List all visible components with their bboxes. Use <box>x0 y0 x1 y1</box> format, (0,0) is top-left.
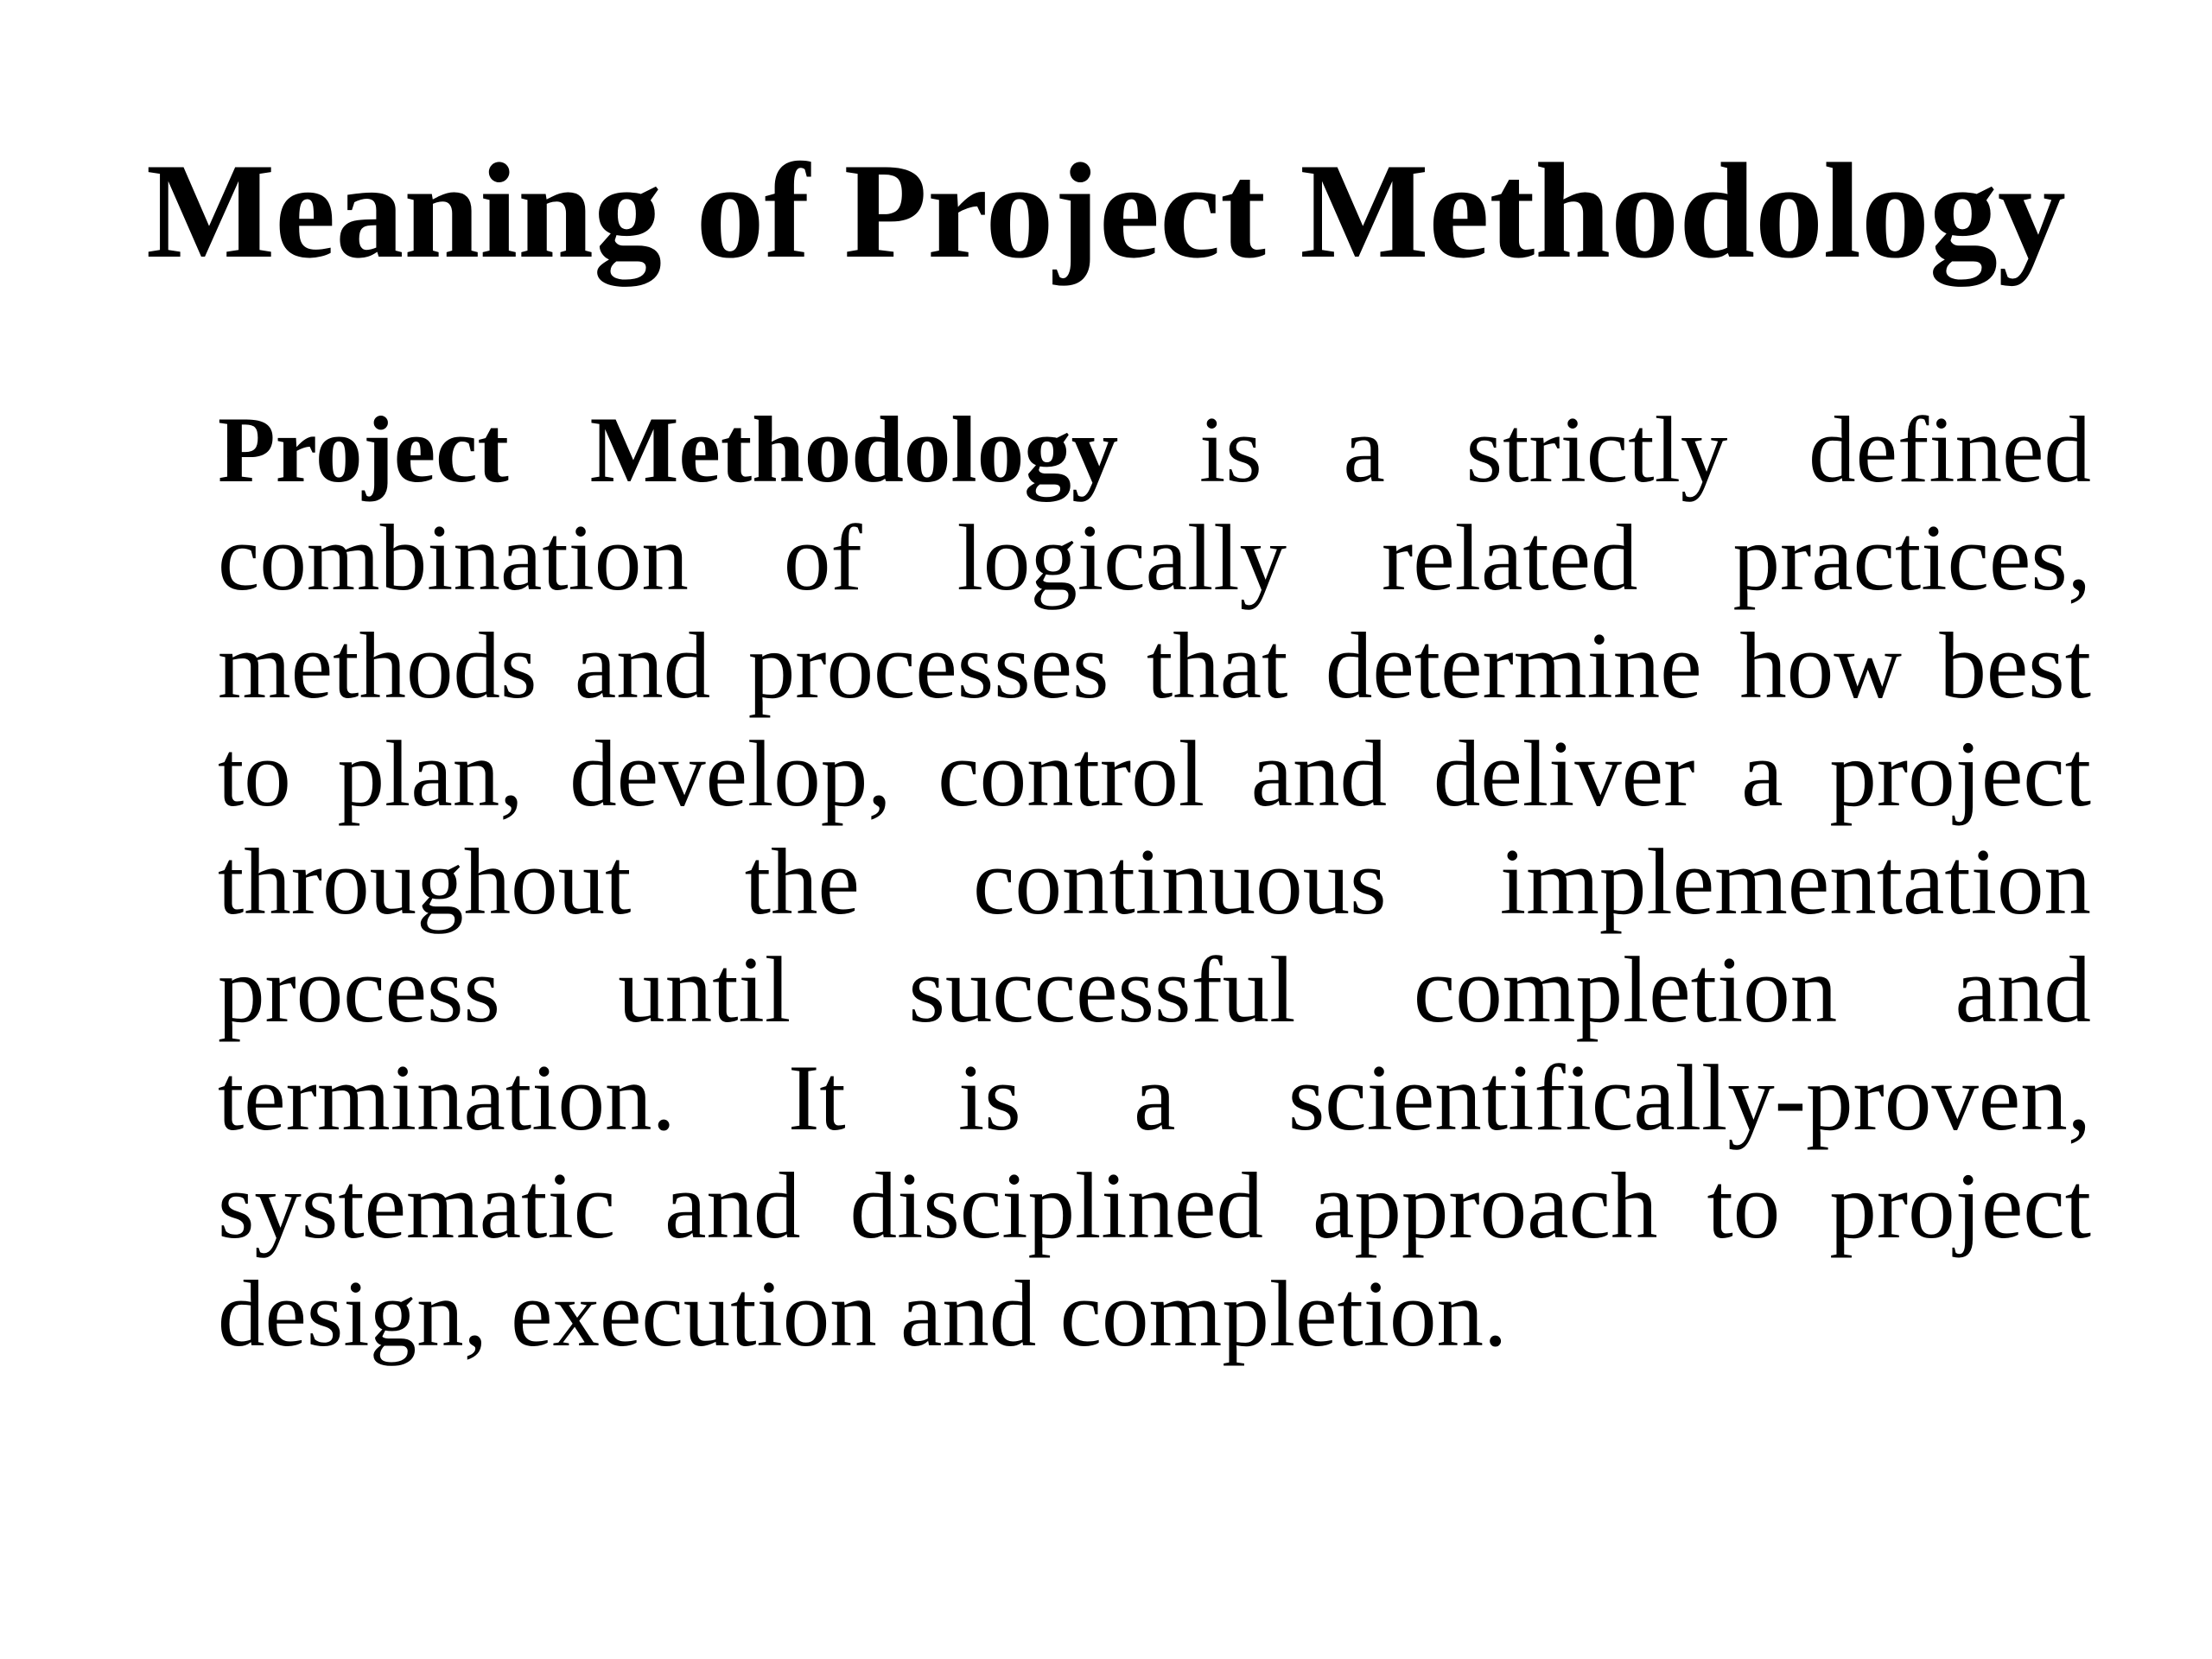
definition-paragraph <box>218 396 2091 1368</box>
defined-term: Project Methodology <box>218 397 1119 502</box>
slide-title: Meaning of Project Methodology <box>146 136 2066 287</box>
slide-body <box>218 396 2091 1368</box>
definition-text: is a strictly defined combination of logically related practices, methods and processes that determine how best to plan, develop, control and deliver a project throughout the continuous implementation process until successful completion and termination. It is a scientifically-proven, systematic and disciplined approach to project design, execution and completion. <box>218 397 2091 1366</box>
